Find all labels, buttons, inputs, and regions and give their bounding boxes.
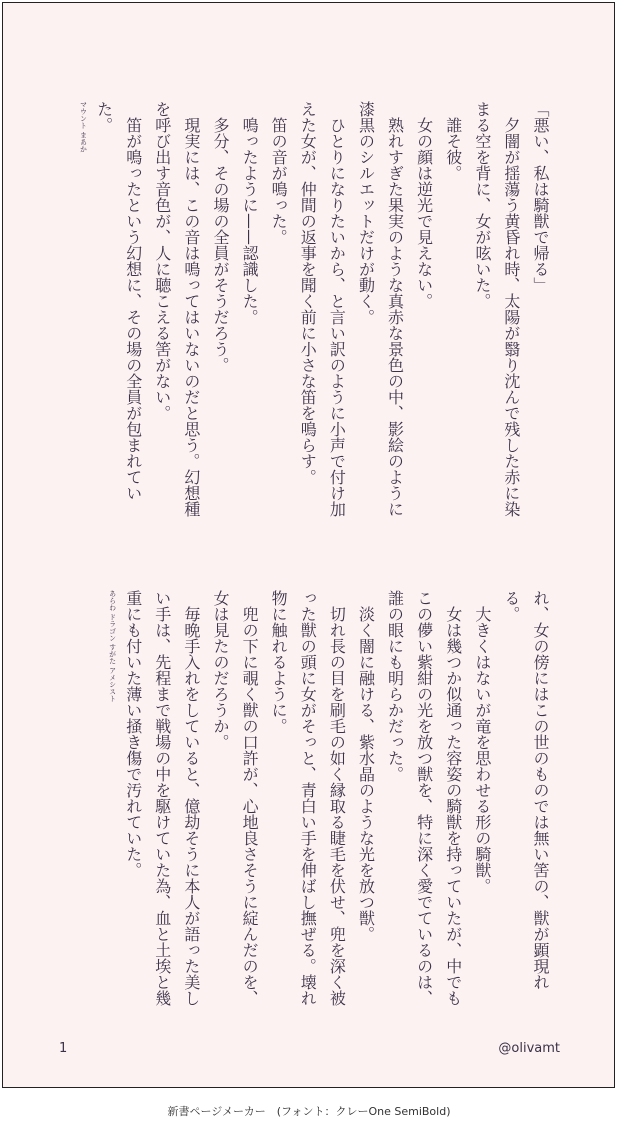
paragraph: 熟れすぎた果実のような真赤な景色の中、影絵のように漆黒のシルエットだけが動く。 xyxy=(356,101,405,517)
ruby-makka: まあか xyxy=(79,131,88,153)
paragraph: 夕闇が揺蕩う黄昏れ時、太陽が翳り沈んで残した赤に染まる空を背に、女が呟いた。 xyxy=(472,101,521,517)
ruby-amethyst: アメシスト xyxy=(108,666,117,702)
ruby-readings xyxy=(78,101,90,531)
page-number: 1 xyxy=(59,1041,68,1056)
paragraph: 毎晩手入れをしていると、億劫そうに本人が語った美しい手は、先程まで戦場の中を駆けていた為、血と土埃と幾重にも付いた薄い掻き傷で汚れていた。 xyxy=(123,590,201,1006)
paragraph: 現実には、この音は鳴ってはいないのだと思う。幻想種を呼び出す音色が、人に聴こえる筈がない。 xyxy=(152,101,201,517)
paragraph: 大きくはないが竜を思わせる形の騎獣。 xyxy=(472,590,492,894)
ruby-sugata: すがた xyxy=(108,643,117,665)
paragraph: 多分、その場の全員がそうだろう。 xyxy=(210,101,230,373)
paragraph: 鳴ったように——認識した。 xyxy=(240,101,260,325)
paragraph: ひとりになりたいから、と言い訳のように小声で付け加えた女が、仲間の返事を聞く前に小さな笛を鳴らす。 xyxy=(298,101,347,517)
paragraph: 笛の音が鳴った。 xyxy=(269,101,289,245)
paragraph: 切れ長の目を刷毛の如く縁取る睫毛を伏せ、兜を深く被った獣の頭に女がそっと、青白い手を伸ばし撫ぜる。壊れ物に触れるように。 xyxy=(269,590,347,1006)
paragraph: 女の顔は逆光で見えない。 xyxy=(414,101,434,309)
paragraph: 「悪い、私は騎獣で帰る」 xyxy=(531,101,550,293)
upper-text-block xyxy=(61,101,555,531)
paragraph: れ、女の傍にはこの世のものでは無い筈の、獣が顕現れる。 xyxy=(501,590,550,990)
paragraph: 兜の下に覗く獣の口許が、心地良さそうに綻んだのを、女は見たのだろうか。 xyxy=(210,590,260,1006)
paragraph: 笛が鳴ったという幻想に、その場の全員が包まれていた。 xyxy=(94,101,143,501)
ruby-arawa: あらわ xyxy=(108,590,117,611)
ruby-dragon: ドラゴン xyxy=(108,613,117,642)
ruby-readings xyxy=(107,590,119,1020)
maker-caption: 新書ページメーカー (フォント：クレーOne SemiBold) xyxy=(167,1105,451,1118)
novel-page xyxy=(2,2,615,1088)
paragraph: 女は幾つか似通った容姿の騎獣を持っていたが、中でもこの儚い紫紺の光を放つ獣を、特に深く愛でているのは、誰の眼にも明らかだった。 xyxy=(385,590,463,1006)
lower-text-block xyxy=(61,590,555,1020)
paragraph: 淡く闇に融ける、紫水晶のような光を放つ獣。 xyxy=(356,590,376,942)
paragraph: 誰そ彼。 xyxy=(443,101,463,181)
author-handle: @olivamt xyxy=(498,1041,560,1056)
ruby-mount: マウント xyxy=(79,101,88,129)
